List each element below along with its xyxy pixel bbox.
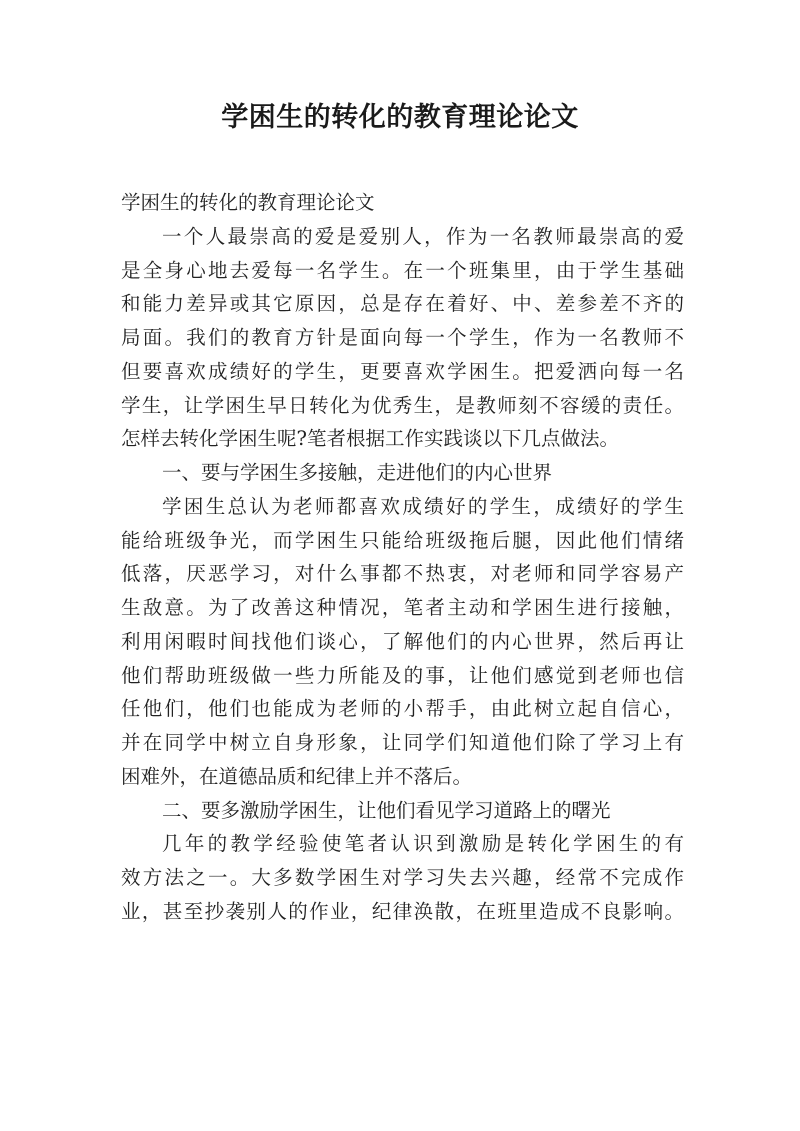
text-line: 低落，厌恶学习，对什么事都不热衷，对老师和同学容易产 bbox=[121, 562, 684, 586]
text-line: 怎样去转化学困生呢?笔者根据工作实践谈以下几点做法。 bbox=[121, 427, 619, 451]
text-line: 困难外，在道德品质和纪律上并不落后。 bbox=[121, 764, 473, 788]
document-title: 学困生的转化的教育理论论文 bbox=[221, 102, 579, 133]
text-line: 是全身心地去爱每一名学生。在一个班集里，由于学生基础 bbox=[121, 258, 684, 282]
text-line: 二、要多激励学困生，让他们看见学习道路上的曙光 bbox=[162, 798, 611, 822]
text-line: 一个人最崇高的爱是爱别人，作为一名教师最崇高的爱 bbox=[162, 224, 684, 248]
text-line: 并在同学中树立自身形象，让同学们知道他们除了学习上有 bbox=[121, 731, 684, 754]
text-line: 业，甚至抄袭别人的作业，纪律涣散，在班里造成不良影响。 bbox=[121, 899, 684, 923]
document-subtitle: 学困生的转化的教育理论论文 bbox=[121, 191, 375, 214]
text-line: 和能力差异或其它原因，总是存在着好、中、差参差不齐的 bbox=[121, 292, 684, 316]
text-line: 一、要与学困生多接触，走进他们的内心世界 bbox=[162, 461, 553, 484]
text-line: 任他们，他们也能成为老师的小帮手，由此树立起自信心， bbox=[121, 697, 684, 721]
document-body bbox=[121, 186, 684, 929]
text-line: 效方法之一。大多数学困生对学习失去兴趣，经常不完成作 bbox=[121, 866, 684, 889]
text-line: 利用闲暇时间找他们谈心，了解他们的内心世界，然后再让 bbox=[121, 629, 684, 653]
text-line: 局面。我们的教育方针是面向每一个学生，作为一名教师不 bbox=[121, 326, 684, 349]
text-line: 能给班级争光，而学困生只能给班级拖后腿，因此他们情绪 bbox=[121, 528, 684, 552]
text-line: 但要喜欢成绩好的学生，更要喜欢学困生。把爱洒向每一名 bbox=[121, 359, 684, 383]
text-line: 生敌意。为了改善这种情况，笔者主动和学困生进行接触， bbox=[121, 596, 684, 619]
text-line: 他们帮助班级做一些力所能及的事，让他们感觉到老师也信 bbox=[121, 663, 684, 687]
text-line: 几年的教学经验使笔者认识到激励是转化学困生的有 bbox=[162, 832, 684, 856]
text-line: 学困生总认为老师都喜欢成绩好的学生，成绩好的学生 bbox=[162, 494, 684, 518]
text-line: 学生，让学困生早日转化为优秀生，是教师刻不容缓的责任。 bbox=[121, 393, 684, 417]
